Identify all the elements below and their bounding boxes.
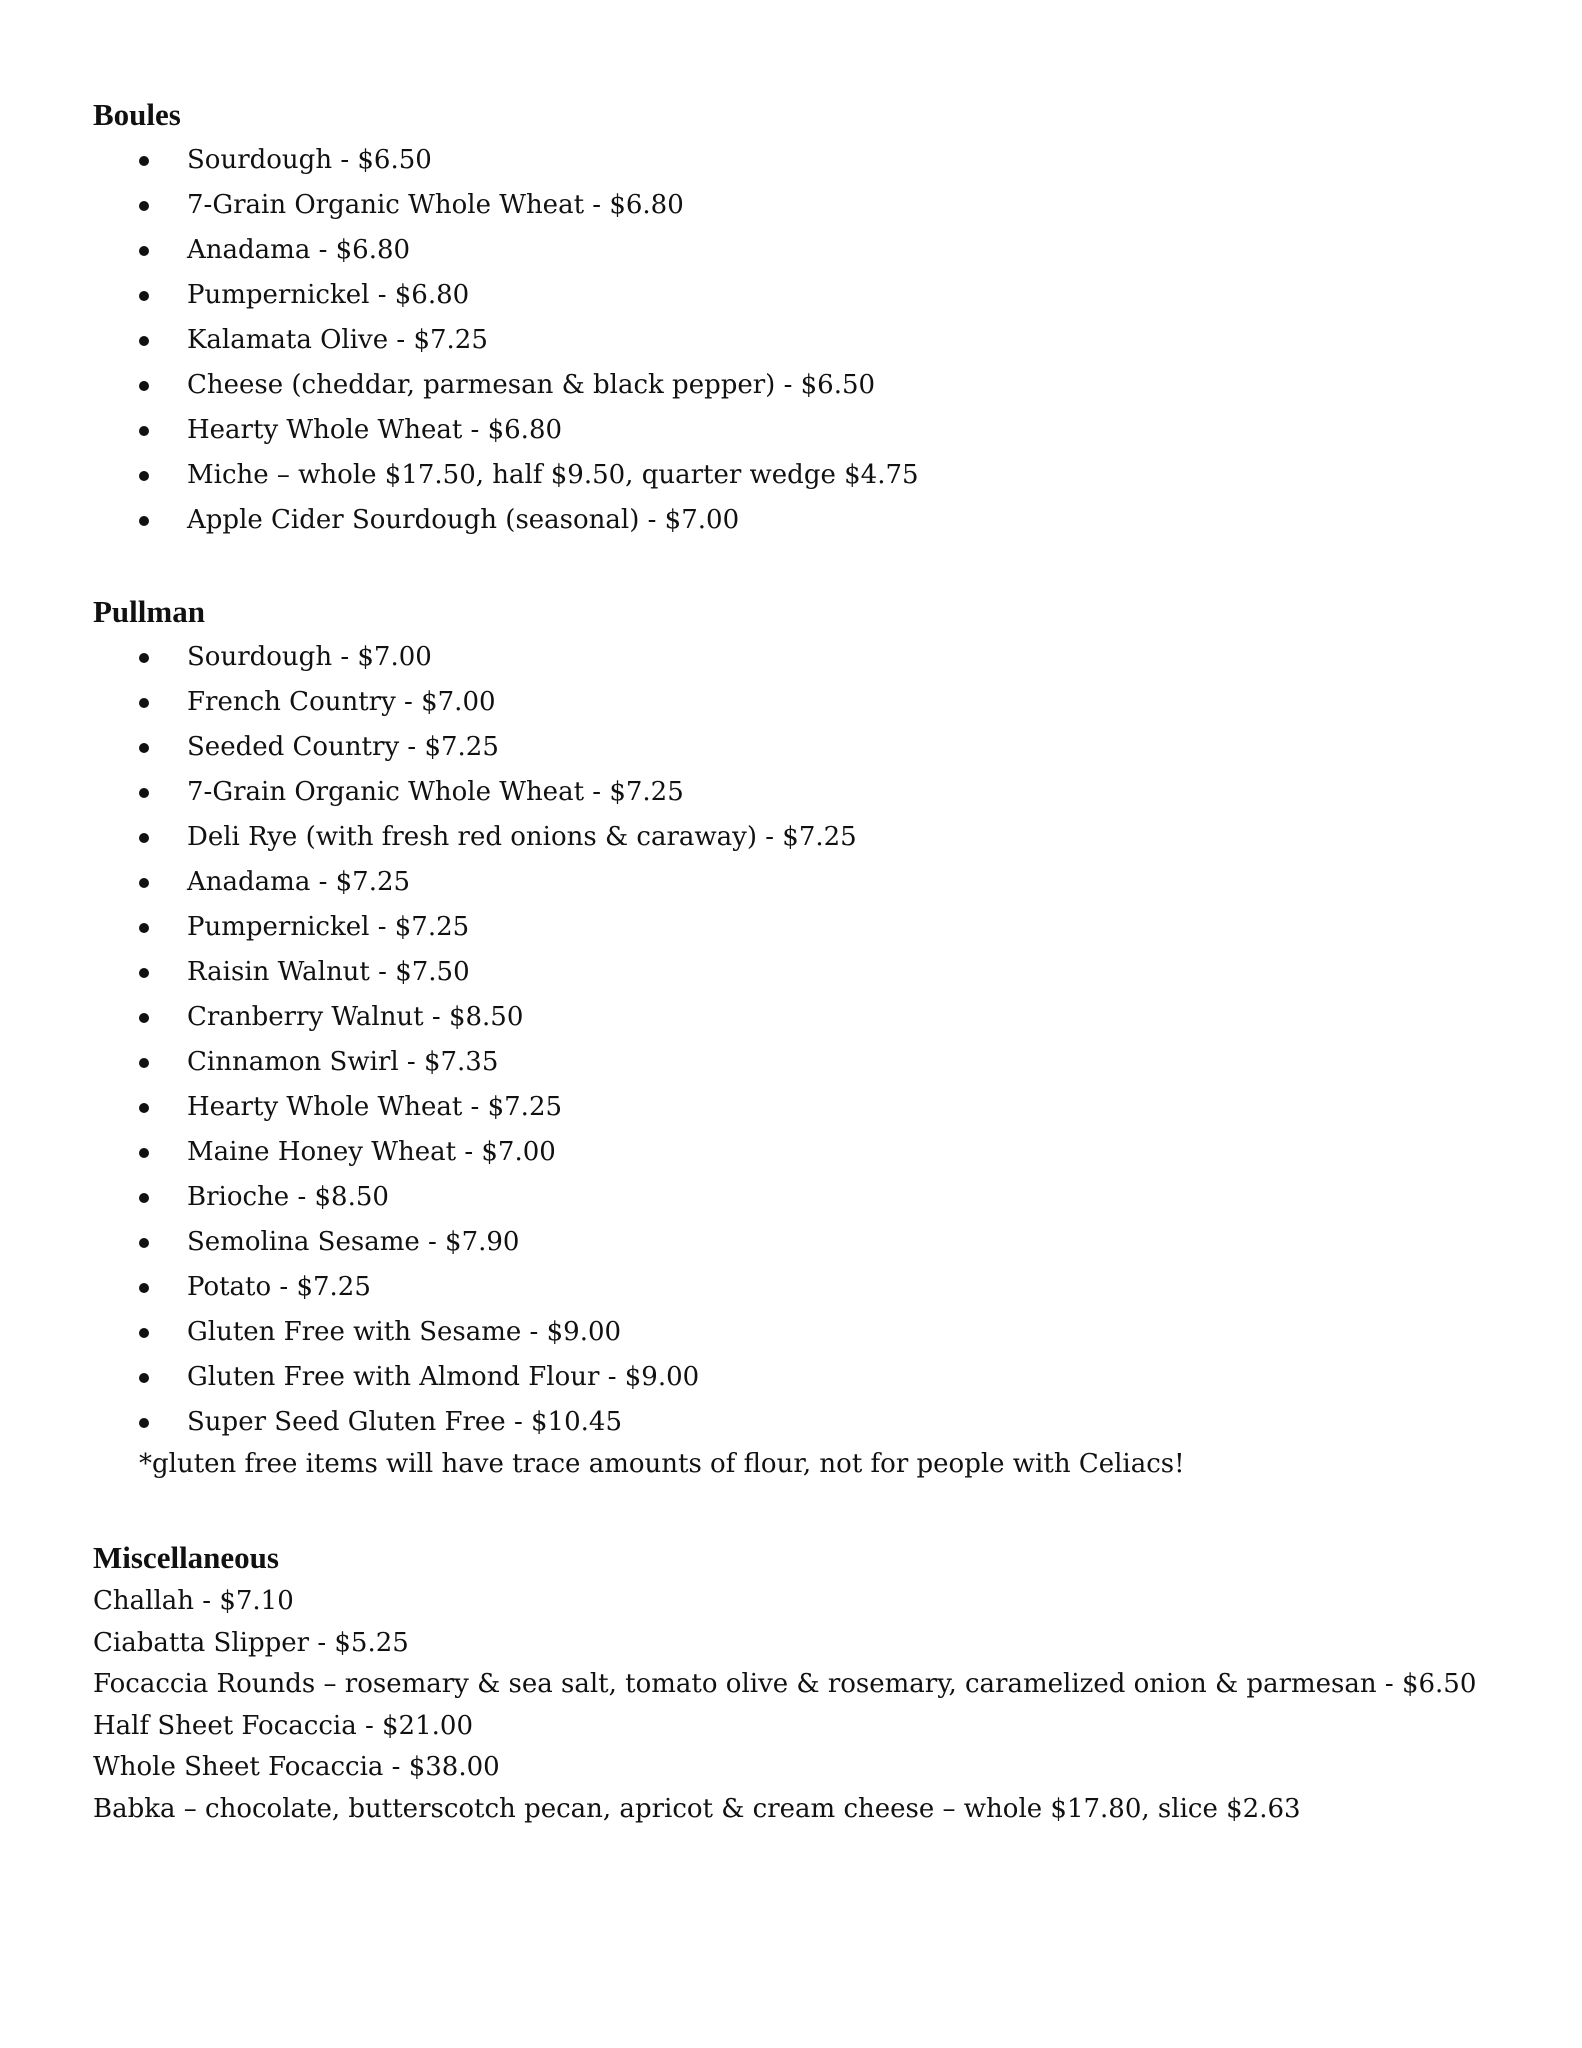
list-item: Whole Sheet Focaccia - $38.00 xyxy=(93,1752,500,1782)
list-item xyxy=(139,1085,1533,1130)
list-item xyxy=(139,635,1533,680)
item-text: Maine Honey Wheat - $7.00 xyxy=(187,1137,556,1167)
bullet-icon xyxy=(139,246,149,256)
item-text: Semolina Sesame - $7.90 xyxy=(187,1227,520,1257)
item-text: Miche – whole $17.50, half $9.50, quarter wedge $4.75 xyxy=(187,460,919,490)
bullet-icon xyxy=(139,698,149,708)
bullet-icon xyxy=(139,336,149,346)
bullet-icon xyxy=(139,1373,149,1383)
item-text: Anadama - $7.25 xyxy=(187,867,411,897)
bullet-icon xyxy=(139,788,149,798)
bullet-icon xyxy=(139,516,149,526)
item-text: Cinnamon Swirl - $7.35 xyxy=(187,1047,499,1077)
bullet-icon xyxy=(139,1283,149,1293)
bullet-icon xyxy=(139,1058,149,1068)
item-text: Pumpernickel - $7.25 xyxy=(187,912,470,942)
bullet-icon xyxy=(139,653,149,663)
bullet-icon xyxy=(139,291,149,301)
item-text: Cheese (cheddar, parmesan & black pepper) - $6.50 xyxy=(187,370,876,400)
list-item xyxy=(139,725,1533,770)
list-item: Challah - $7.10 xyxy=(93,1586,294,1616)
item-text: 7-Grain Organic Whole Wheat - $7.25 xyxy=(187,777,684,807)
list-item xyxy=(139,1400,1533,1445)
bullet-icon xyxy=(139,426,149,436)
boules-list xyxy=(93,138,1533,543)
item-text: Gluten Free with Sesame - $9.00 xyxy=(187,1317,622,1347)
item-text: Seeded Country - $7.25 xyxy=(187,732,499,762)
bullet-icon xyxy=(139,156,149,166)
item-text: Gluten Free with Almond Flour - $9.00 xyxy=(187,1362,700,1392)
bullet-icon xyxy=(139,1238,149,1248)
item-text: Anadama - $6.80 xyxy=(187,235,411,265)
bullet-icon xyxy=(139,968,149,978)
list-item xyxy=(139,680,1533,725)
bullet-icon xyxy=(139,1418,149,1428)
list-item xyxy=(139,905,1533,950)
list-item: Ciabatta Slipper - $5.25 xyxy=(93,1627,409,1658)
list-item xyxy=(139,995,1533,1040)
list-item xyxy=(139,183,1533,228)
section-spacer xyxy=(93,543,1533,589)
list-item xyxy=(139,228,1533,273)
bullet-icon xyxy=(139,201,149,211)
pullman-heading: Pullman xyxy=(93,594,205,629)
boules-heading: Boules xyxy=(93,97,181,132)
bullet-icon xyxy=(139,878,149,888)
item-text: Hearty Whole Wheat - $7.25 xyxy=(187,1092,563,1122)
section-spacer xyxy=(93,1483,1533,1535)
item-text: Cranberry Walnut - $8.50 xyxy=(187,1002,524,1032)
list-item: Focaccia Rounds – rosemary & sea salt, tomato olive & rosemary, caramelized onion & parmesan - $6.50 xyxy=(93,1669,1477,1699)
list-item xyxy=(139,318,1533,363)
miscellaneous-heading: Miscellaneous xyxy=(93,1540,279,1575)
item-text: Deli Rye (with fresh red onions & caraway) - $7.25 xyxy=(187,822,857,852)
list-item xyxy=(139,408,1533,453)
bullet-icon xyxy=(139,743,149,753)
bullet-icon xyxy=(139,923,149,933)
list-item xyxy=(139,138,1533,183)
item-text: French Country - $7.00 xyxy=(187,687,496,717)
item-text: Apple Cider Sourdough (seasonal) - $7.00 xyxy=(187,505,740,535)
list-item xyxy=(139,498,1533,543)
list-item xyxy=(139,1220,1533,1265)
list-item xyxy=(139,1310,1533,1355)
list-item xyxy=(139,453,1533,498)
list-item xyxy=(139,1265,1533,1310)
list-item xyxy=(139,950,1533,995)
item-text: Super Seed Gluten Free - $10.45 xyxy=(187,1407,622,1437)
list-item xyxy=(139,860,1533,905)
list-item: Babka – chocolate, butterscotch pecan, apricot & cream cheese – whole $17.80, slice $2.63 xyxy=(93,1793,1301,1824)
list-item xyxy=(139,1175,1533,1220)
list-item xyxy=(139,815,1533,860)
list-item xyxy=(139,363,1533,408)
list-item xyxy=(139,1040,1533,1085)
item-text: Raisin Walnut - $7.50 xyxy=(187,957,470,987)
bullet-icon xyxy=(139,833,149,843)
list-item xyxy=(139,1130,1533,1175)
gluten-free-note: *gluten free items will have trace amounts of flour, not for people with Celiacs! xyxy=(139,1449,1185,1479)
bullet-icon xyxy=(139,1148,149,1158)
bullet-icon xyxy=(139,381,149,391)
item-text: Brioche - $8.50 xyxy=(187,1182,389,1212)
list-item xyxy=(139,1355,1533,1400)
list-item: Half Sheet Focaccia - $21.00 xyxy=(93,1710,473,1741)
item-text: Hearty Whole Wheat - $6.80 xyxy=(187,415,563,445)
item-text: Pumpernickel - $6.80 xyxy=(187,280,470,310)
bullet-icon xyxy=(139,1103,149,1113)
bullet-icon xyxy=(139,1328,149,1338)
bullet-icon xyxy=(139,1193,149,1203)
item-text: Sourdough - $7.00 xyxy=(187,642,432,672)
item-text: Sourdough - $6.50 xyxy=(187,145,432,175)
list-item xyxy=(139,770,1533,815)
item-text: 7-Grain Organic Whole Wheat - $6.80 xyxy=(187,190,684,220)
pullman-list xyxy=(93,635,1533,1445)
bullet-icon xyxy=(139,471,149,481)
list-item xyxy=(139,273,1533,318)
miscellaneous-list xyxy=(93,1581,1533,1830)
bullet-icon xyxy=(139,1013,149,1023)
menu-document xyxy=(93,92,1533,1830)
item-text: Potato - $7.25 xyxy=(187,1272,371,1302)
item-text: Kalamata Olive - $7.25 xyxy=(187,325,488,355)
